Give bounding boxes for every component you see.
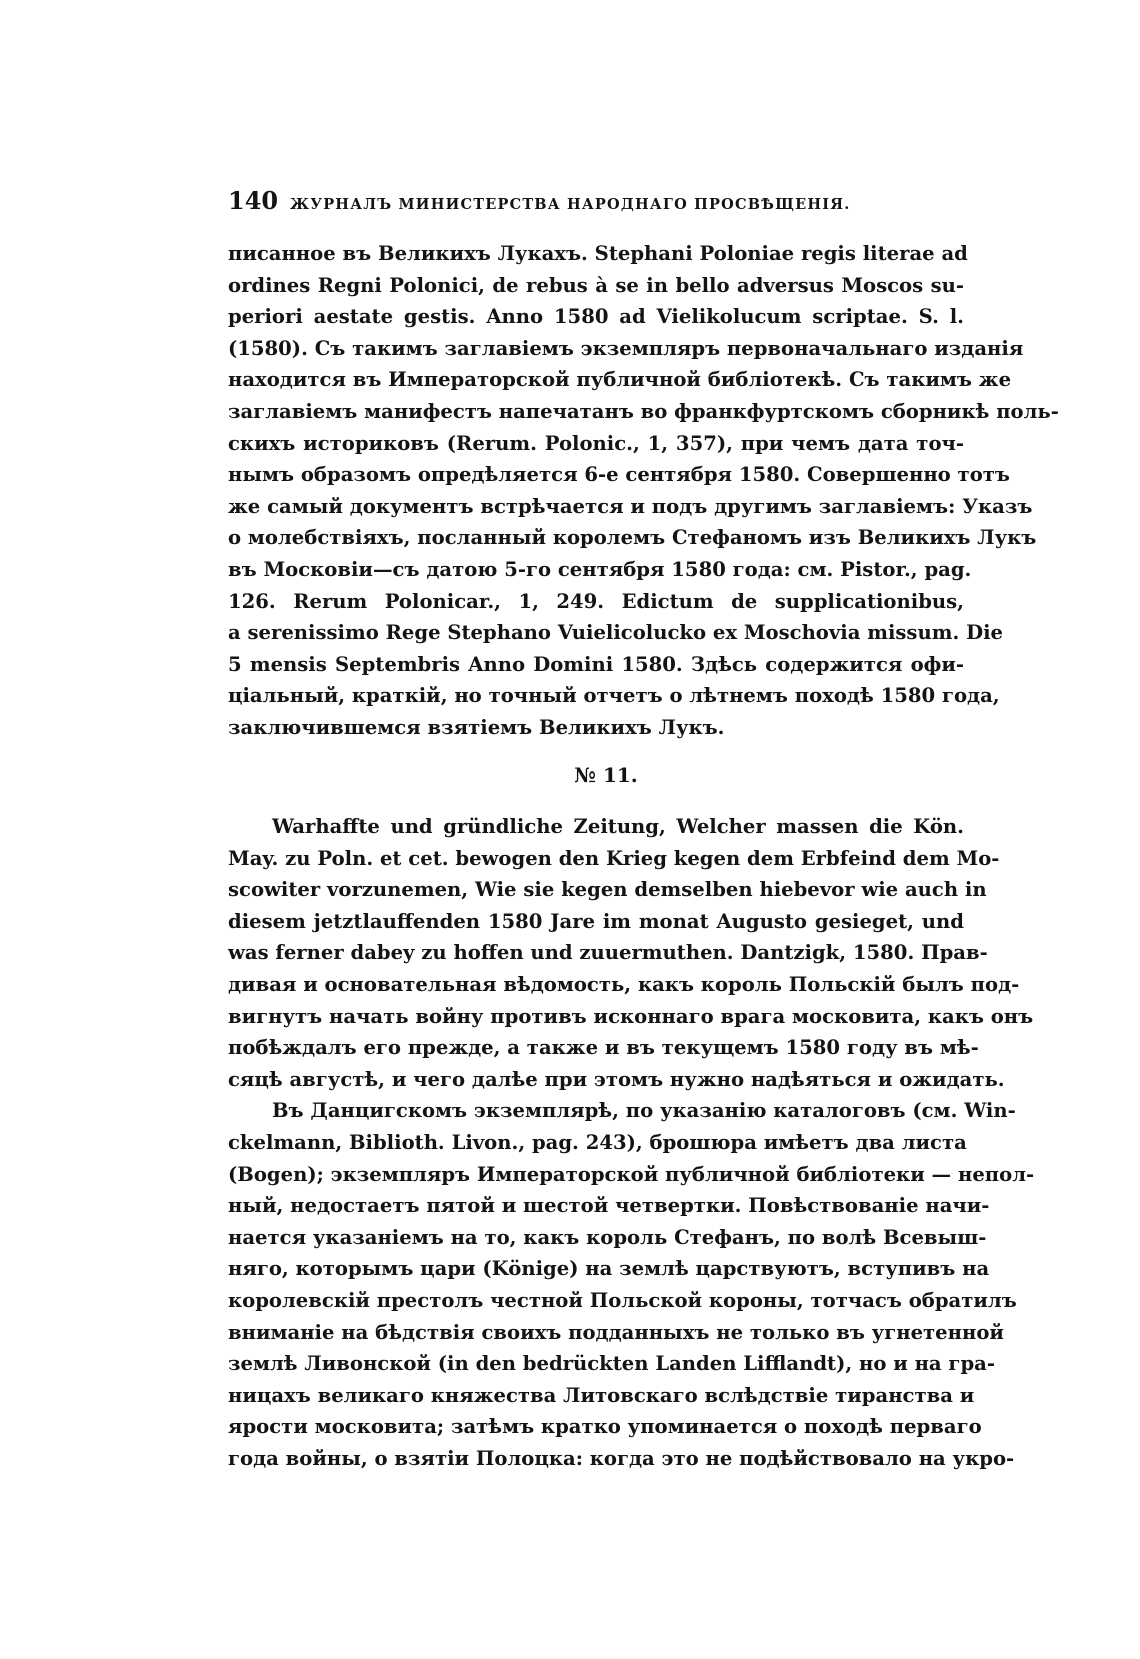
text-line: scowiter vorzunemen, Wie sie kegen demselben hiebevor wie auch in <box>228 878 987 902</box>
text-line: королевскій престолъ честной Польской короны, тотчасъ обратилъ <box>228 1289 1017 1312</box>
text-line: скихъ историковъ (Rerum. Polonic., 1, 357), при чемъ дата точ- <box>228 431 964 455</box>
text-line: Въ Данцигскомъ экземплярѣ, по указанію каталоговъ (см. Win- <box>272 1099 1016 1123</box>
text-line: diesem jetztlauffenden 1580 Jare im monat Augusto gesieget, und <box>228 909 964 933</box>
body-text <box>228 238 1059 1475</box>
text-line: ный, недостаетъ пятой и шестой четвертки. Повѣствованіе начи- <box>228 1194 990 1218</box>
text-line: няго, которымъ цари (Könige) на землѣ царствуютъ, вступивъ на <box>228 1257 990 1281</box>
text-line: вигнутъ начать войну противъ исконнаго врага московита, какъ онъ <box>228 1004 1034 1028</box>
paragraph-3 <box>228 1095 1035 1474</box>
text-line: ordines Regni Polonici, de rebus à se in bello adversus Moscos su- <box>228 273 964 297</box>
text-line: писанное въ Великихъ Лукахъ. Stephani Poloniae regis literae ad <box>228 242 968 265</box>
text-line: 5 mensis Septembris Anno Domini 1580. Здѣсь содержится офи- <box>228 652 964 676</box>
text-line: вниманіе на бѣдствія своихъ подданныхъ не только въ угнетенной <box>228 1320 1004 1344</box>
text-line: заглавіемъ манифестъ напечатанъ во франкфуртскомъ сборникѣ поль- <box>228 399 1059 423</box>
text-line: заключившемся взятіемъ Великихъ Лукъ. <box>228 715 725 739</box>
entry-number: № 11. <box>574 762 638 787</box>
text-line: (Bogen); экземпляръ Императорской публичной библіотеки — непол- <box>228 1162 1035 1186</box>
text-line: года войны, о взятіи Полоцка: когда это не подѣйствовало на укро- <box>228 1446 1015 1470</box>
text-line: нымъ образомъ опредѣляется 6-е сентября 1580. Совершенно тотъ <box>228 463 1010 487</box>
text-line: же самый документъ встрѣчается и подъ другимъ заглавіемъ: Указъ <box>228 494 1033 518</box>
text-line: ярости московита; затѣмъ кратко упоминается о походѣ перваго <box>228 1415 982 1439</box>
page-number: 140 <box>228 186 279 215</box>
running-title: ЖУРНАЛЪ МИНИСТЕРСТВА НАРОДНАГО ПРОСВѢЩЕНІЯ. <box>290 196 851 213</box>
text-line: (1580). Съ такимъ заглавіемъ экземпляръ первоначальнаго изданія <box>228 336 1024 360</box>
page-header <box>228 186 968 215</box>
text-line: ницахъ великаго княжества Литовскаго вслѣдствіе тиранства и <box>228 1383 975 1407</box>
text-line: May. zu Poln. et cet. bewogen den Krieg kegen dem Erbfeind dem Mo- <box>228 846 1000 870</box>
text-line: находится въ Императорской публичной библіотекѣ. Съ такимъ же <box>228 368 1012 392</box>
paragraph-1 <box>228 238 1059 744</box>
text-line: ckelmann, Biblioth. Livon., pag. 243), брошюра имѣетъ два листа <box>228 1131 967 1155</box>
text-line: дивая и основательная вѣдомость, какъ король Польскій былъ под- <box>228 973 1020 997</box>
paragraph-2 <box>228 811 1034 1095</box>
text-line: нается указаніемъ на то, какъ король Стефанъ, по волѣ Всевыш- <box>228 1225 987 1249</box>
text-line: Warhaffte und gründliche Zeitung, Welcher massen die Kön. <box>272 815 964 839</box>
text-line: побѣждалъ его прежде, а также и въ текущемъ 1580 году въ мѣ- <box>228 1036 979 1060</box>
text-line: periori aestate gestis. Anno 1580 ad Vielikolucum scriptae. S. l. <box>228 305 964 329</box>
text-line: was ferner dabey zu hoffen und zuuermuthen. Dantzigk, 1580. Прав- <box>228 941 988 965</box>
text-line: сяцѣ августѣ, и чего далѣе при этомъ нужно надѣяться и ожидать. <box>228 1067 1005 1091</box>
text-line: въ Московіи—съ датою 5-го сентября 1580 года: см. Pistor., pag. <box>228 557 972 581</box>
text-line: о молебствіяхъ, посланный королемъ Стефаномъ изъ Великихъ Лукъ <box>228 526 1037 550</box>
text-line: ціальный, краткій, но точный отчетъ о лѣтнемъ походѣ 1580 года, <box>228 684 1000 708</box>
text-line: 126. Rerum Polonicar., 1, 249. Edictum de supplicationibus, <box>228 589 964 613</box>
text-line: землѣ Ливонской (in den bedrückten Landen Lifflandt), но и на гра- <box>228 1352 995 1376</box>
text-line: a serenissimo Rege Stephano Vuielicolucko ex Moschovia missum. Die <box>228 621 1003 645</box>
